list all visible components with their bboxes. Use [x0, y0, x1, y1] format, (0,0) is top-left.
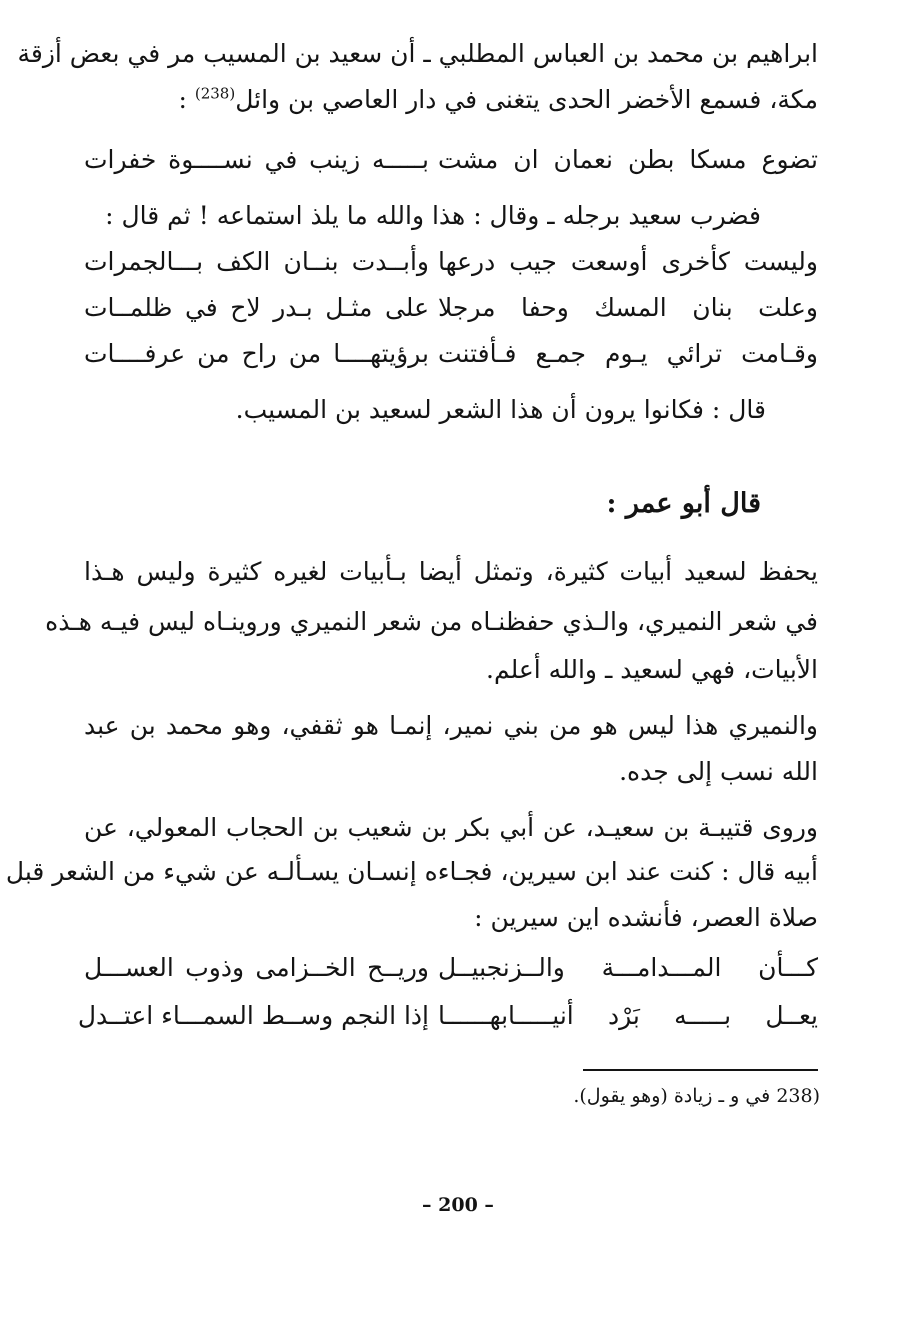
- section-heading: قال أبو عمر :: [606, 488, 761, 519]
- intro-line-1: ابراهيم بن محمد بن العباس المطلبي ـ أن سعيد بن المسيب مر في بعض أزقة: [17, 39, 818, 68]
- numayri-line-2: الله نسب إلى جده.: [619, 757, 818, 786]
- intro-line-2-text: مكة، فسمع الأخضر الحدى يتغنى في دار العاصي بن وائل: [235, 85, 818, 114]
- memorized-line-1: يحفظ لسعيد أبيات كثيرة، وتمثل أيضا بـأبيات لغيره كثيرة وليس هـذا: [84, 557, 818, 586]
- qutayba-line-3: صلاة العصر، فأنشده اين سيرين :: [474, 903, 818, 932]
- verse-line: [84, 288, 818, 328]
- page-number: – 200 –: [422, 1194, 494, 1216]
- verse-first-hemistich: وليست كأخرى أوسعت جيب درعها: [438, 247, 818, 276]
- verse-first-hemistich: يعــل بـــــه بَرْد أنيـــــابهــــــا: [438, 1001, 818, 1030]
- memorized-line-2: في شعر النميري، والـذي حفظنـاه من شعر النميري وروينـاه ليس فيـه هـذه: [45, 607, 818, 636]
- verse-second-hemistich: بـــــه زينب في نســــوة خفرات: [84, 145, 429, 174]
- verse-line: [84, 140, 818, 180]
- intro-line-2-end: :: [178, 85, 195, 114]
- verse-second-hemistich: وأبــدت بنــان الكف بـــالجمرات: [84, 247, 429, 276]
- footnote-separator: [583, 1069, 818, 1071]
- verse-line: [77, 996, 818, 1036]
- strike-line: فضرب سعيد برجله ـ وقال : هذا والله ما يلذ استماعه ! ثم قال :: [105, 201, 761, 230]
- qutayba-line-2: أبيه قال : كنت عند ابن سيرين، فجـاءه إنسـان يسـألـه عن شيء من الشعر قبل: [5, 857, 818, 886]
- verse-second-hemistich: إذا النجم وســط السمـــاء اعتــدل: [77, 1001, 429, 1030]
- attribution-line: قال : فكانوا يرون أن هذا الشعر لسعيد بن المسيب.: [235, 395, 766, 424]
- verse-first-hemistich: وعلت بنان المسك وحفا مرجلا: [438, 293, 818, 322]
- footnote-number: 238): [776, 1085, 820, 1107]
- footnote: [573, 1080, 820, 1112]
- intro-line-2: [84, 80, 818, 120]
- verse-line: [84, 948, 818, 988]
- verse-line: [84, 242, 818, 282]
- numayri-line-1: والنميري هذا ليس هو من بني نمير، إنمـا هو ثقفي، وهو محمد بن عبد: [84, 711, 818, 740]
- verse-second-hemistich: وريــح الخــزامى وذوب العســـل: [84, 953, 429, 982]
- verse-first-hemistich: وقـامت ترائي يـوم جمـع فـأفتنت: [438, 339, 818, 368]
- footnote-reference[interactable]: (238): [194, 84, 236, 103]
- verse-first-hemistich: كـــأن المـــدامـــة والــزنجبيــل: [438, 953, 818, 982]
- verse-line: [84, 334, 818, 374]
- verse-first-hemistich: تضوع مسكا بطن نعمان ان مشت: [438, 145, 818, 174]
- verse-second-hemistich: على مثـل بـدر لاح في ظلمــات: [84, 293, 429, 322]
- footnote-text: في و ـ زيادة (وهو يقول).: [573, 1085, 771, 1107]
- verse-second-hemistich: برؤيتهــــا من راح من عرفــــات: [84, 339, 429, 368]
- memorized-line-3: الأبيات، فهي لسعيد ـ والله أعلم.: [486, 655, 818, 684]
- qutayba-line-1: وروى قتيبـة بن سعيـد، عن أبي بكر بن شعيب بن الحجاب المعولي، عن: [84, 813, 818, 842]
